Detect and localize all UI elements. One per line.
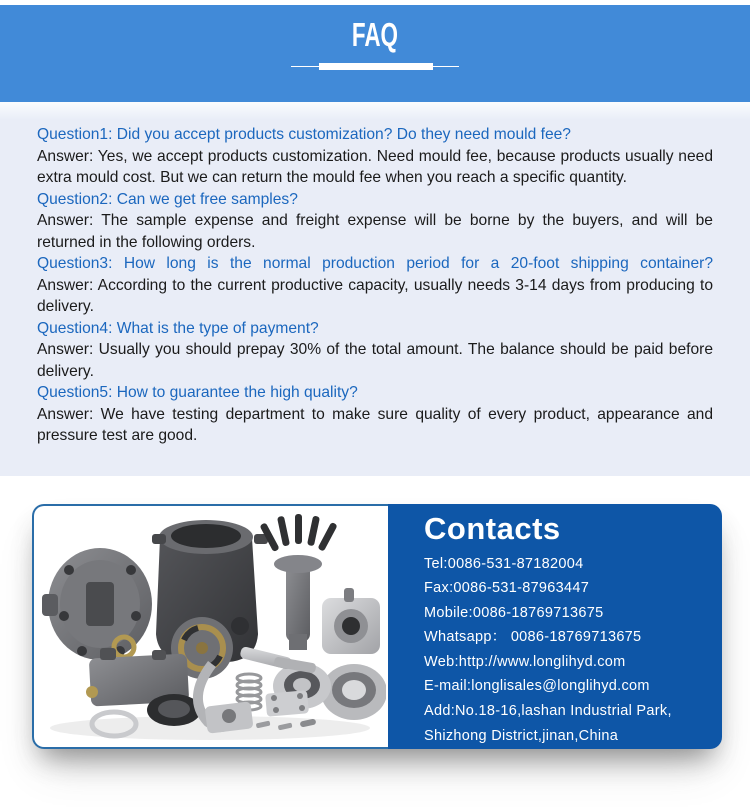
faq-question-3: Question3: How long is the normal production period for a 20-foot shipping container? <box>37 255 713 272</box>
faq-answer-2: Answer: The sample expense and freight expense will be borne by the buyers, and will be returned in the following orders. <box>37 212 713 251</box>
contacts-title: Contacts <box>424 510 561 546</box>
contact-tel: Tel:0086-531-87182004 <box>424 555 584 572</box>
contact-whatsapp: Whatsapp： 0086-18769713675 <box>424 629 642 646</box>
contact-card <box>32 504 722 749</box>
faq-question-4: Question4: What is the type of payment? <box>37 319 319 337</box>
faq-answer-4: Answer: Usually you should prepay 30% of the total amount. The balance should be paid before delivery. <box>37 341 713 380</box>
contact-fax: Fax:0086-531-87963447 <box>424 580 590 597</box>
contact-mobile: Mobile:0086-18769713675 <box>424 604 604 621</box>
faq-answer-5: Answer: We have testing department to make sure quality of every product, appearance and pressure test are good. <box>37 405 713 444</box>
faq-section <box>0 102 750 476</box>
faq-banner <box>0 5 750 102</box>
faq-banner-title: FAQ <box>351 16 399 53</box>
contact-address-line1: Add:No.18-16,lashan Industrial Park, <box>424 703 672 720</box>
contacts-panel <box>388 504 722 749</box>
pump-parts-illustration <box>34 506 386 747</box>
faq-answer-1: Answer: Yes, we accept products customization. Need mould fee, because products usually need extra mould cost. But we can return the mould fee when you reach a specific quantity. <box>37 147 713 186</box>
faq-question-5: Question5: How to guarantee the high quality? <box>37 384 358 401</box>
contact-email: E-mail:longlisales@longlihyd.com <box>424 678 650 695</box>
product-parts-photo <box>32 504 388 749</box>
contact-address-line2: Shizhong District,jinan,China <box>424 727 619 744</box>
faq-answer-3: Answer: According to the current productive capacity, usually needs 3-14 days from producing to delivery. <box>37 276 713 315</box>
faq-question-1: Question1: Did you accept products customization? Do they need mould fee? <box>37 126 571 143</box>
faq-question-2: Question2: Can we get free samples? <box>37 190 298 208</box>
contact-web: Web:http://www.longlihyd.com <box>424 653 626 670</box>
banner-divider <box>291 63 459 71</box>
divider-thick-line <box>319 63 433 70</box>
